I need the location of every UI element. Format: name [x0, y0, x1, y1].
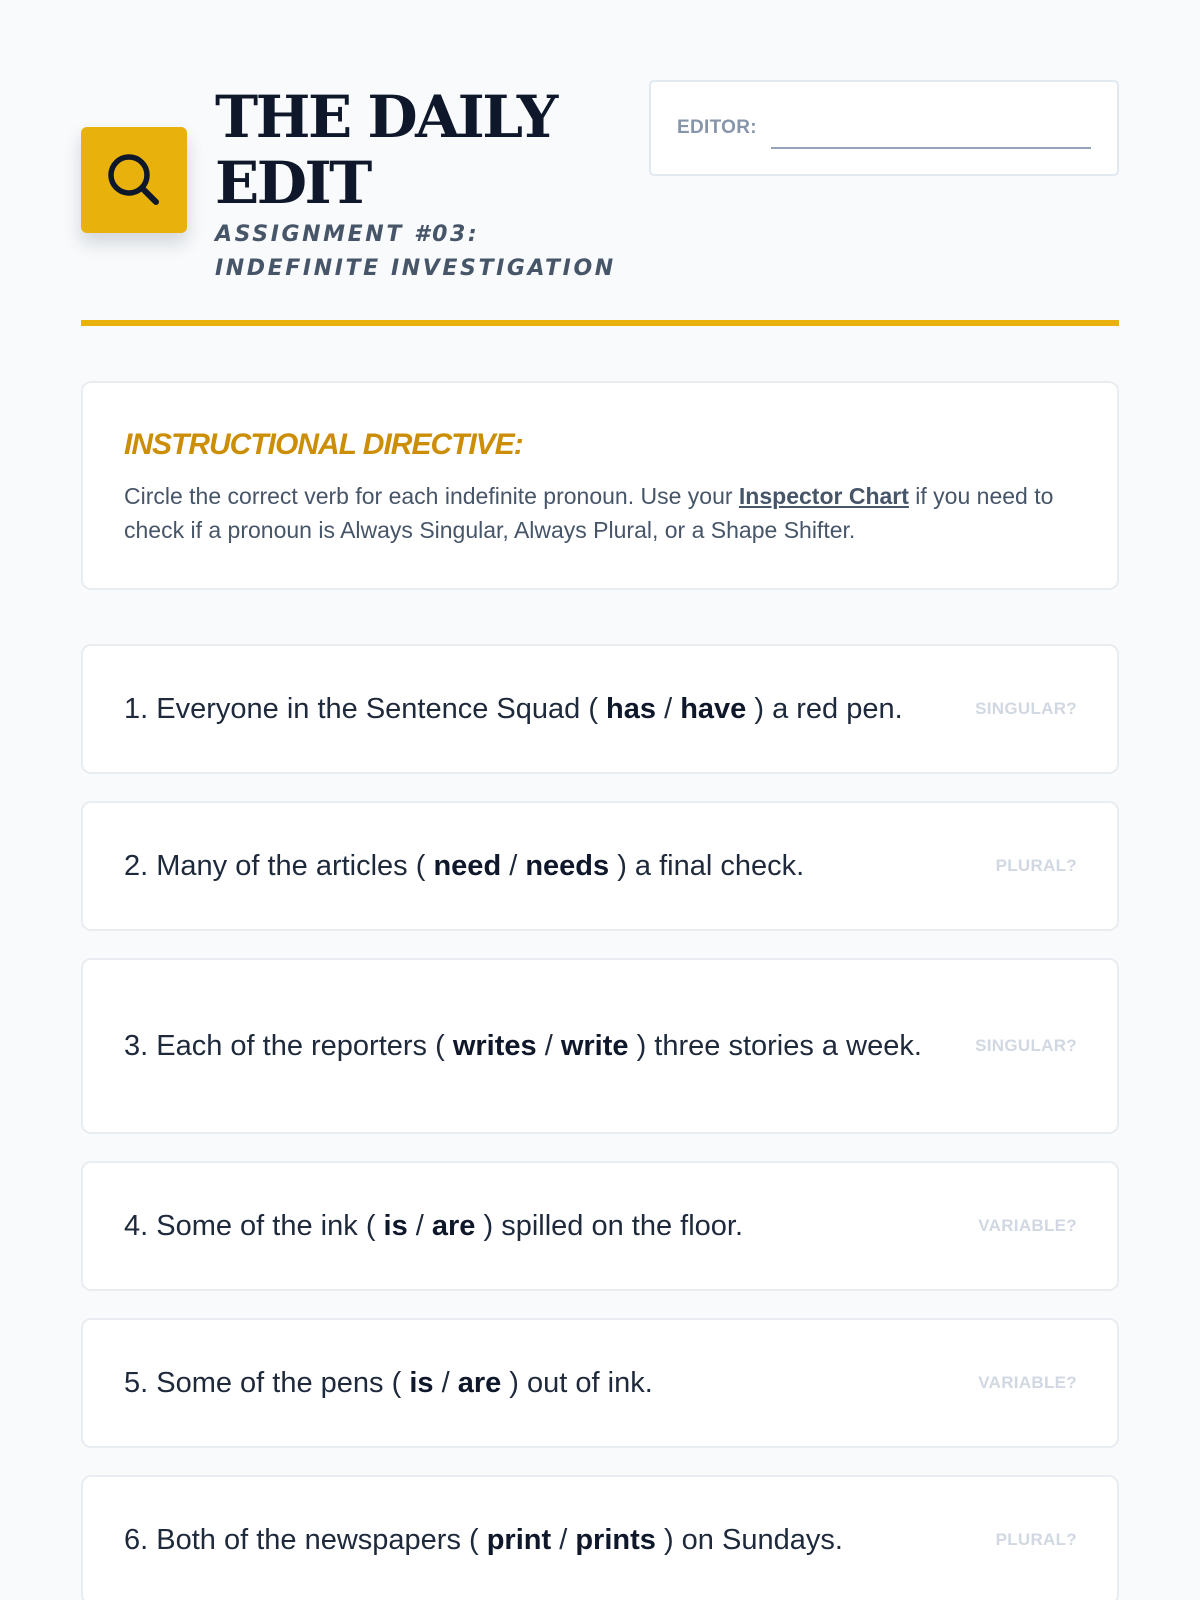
choice-separator: /	[536, 1029, 561, 1062]
close-paren: )	[609, 849, 627, 882]
verb-choice-a[interactable]: writes	[452, 1029, 537, 1062]
open-paren: (	[588, 692, 607, 725]
instructions-heading: INSTRUCTIONAL DIRECTIVE:	[124, 428, 523, 461]
number-hint: SINGULAR?	[975, 699, 1077, 718]
sentence-text-end: a red pen.	[764, 692, 903, 725]
choice-separator: /	[433, 1366, 458, 1399]
sentence-text: 4. Some of the ink	[124, 1209, 366, 1242]
verb-choice-b[interactable]: write	[560, 1029, 629, 1062]
sentence-text: 2. Many of the articles	[124, 849, 416, 882]
choice-separator: /	[656, 692, 681, 725]
open-paren: (	[391, 1366, 410, 1399]
instructions-text	[124, 479, 1077, 547]
verb-choice-a[interactable]: is	[383, 1209, 408, 1242]
verb-choice-b[interactable]: needs	[525, 849, 610, 882]
sentence-text: 1. Everyone in the Sentence Squad	[124, 692, 589, 725]
sentence-text: 6. Both of the newspapers	[124, 1523, 469, 1556]
number-hint: VARIABLE?	[978, 1216, 1077, 1235]
open-paren: (	[415, 849, 434, 882]
header-divider	[81, 320, 1119, 326]
sentence-text-end: out of ink.	[518, 1366, 653, 1399]
sentence-text-end: three stories a week.	[646, 1029, 922, 1062]
assignment-subtitle: ASSIGNMENT #03: INDEFINITE INVESTIGATION	[215, 222, 616, 281]
exercise-sentence	[124, 1360, 978, 1407]
exercise-item	[81, 801, 1119, 931]
instructions-text-after: if you need to check if a pronoun is Always Singular, Always Plural, or a Shape Shifter.	[124, 483, 1054, 543]
close-paren: )	[475, 1209, 494, 1242]
header	[81, 0, 1119, 330]
exercise-list	[81, 644, 1119, 1600]
close-paren: )	[501, 1366, 519, 1399]
open-paren: (	[435, 1029, 453, 1062]
close-paren: )	[746, 692, 765, 725]
close-paren: )	[628, 1029, 647, 1062]
title-block	[215, 84, 655, 286]
verb-choice-b[interactable]: prints	[575, 1523, 656, 1556]
exercise-item	[81, 1161, 1119, 1291]
sentence-text-end: a final check.	[626, 849, 805, 882]
exercise-sentence	[124, 1203, 978, 1250]
choice-separator: /	[501, 849, 526, 882]
sentence-text: 3. Each of the reporters	[124, 1029, 436, 1062]
exercise-sentence	[124, 843, 996, 890]
editor-field-box	[649, 80, 1119, 176]
magnifying-glass-icon	[104, 150, 164, 210]
choice-separator: /	[551, 1523, 576, 1556]
sentence-text-end: spilled on the floor.	[493, 1209, 744, 1242]
page-title: THE DAILY EDIT	[215, 83, 556, 217]
instructions-text-before: Circle the correct verb for each indefinite pronoun. Use your	[124, 483, 739, 509]
inspector-chart-link[interactable]: Inspector Chart	[738, 483, 909, 509]
exercise-item	[81, 1318, 1119, 1448]
verb-choice-b[interactable]: are	[431, 1209, 476, 1242]
number-hint: SINGULAR?	[975, 1036, 1077, 1055]
exercise-sentence	[124, 686, 975, 733]
instructions-card	[81, 381, 1119, 590]
editor-label: EDITOR:	[677, 117, 757, 138]
open-paren: (	[365, 1209, 384, 1242]
choice-separator: /	[407, 1209, 432, 1242]
number-hint: VARIABLE?	[978, 1373, 1077, 1392]
exercise-sentence	[124, 1023, 975, 1070]
verb-choice-a[interactable]: print	[486, 1523, 552, 1556]
exercise-sentence	[124, 1517, 996, 1564]
editor-name-input[interactable]	[771, 115, 1091, 149]
exercise-item	[81, 958, 1119, 1134]
sentence-text-end: on Sundays.	[673, 1523, 843, 1556]
number-hint: PLURAL?	[995, 856, 1077, 875]
verb-choice-a[interactable]: need	[433, 849, 502, 882]
close-paren: )	[655, 1523, 674, 1556]
open-paren: (	[469, 1523, 487, 1556]
exercise-item	[81, 1475, 1119, 1600]
logo-badge	[81, 127, 187, 233]
verb-choice-b[interactable]: have	[680, 692, 747, 725]
verb-choice-b[interactable]: are	[457, 1366, 502, 1399]
exercise-item	[81, 644, 1119, 774]
verb-choice-a[interactable]: is	[409, 1366, 434, 1399]
sentence-text: 5. Some of the pens	[124, 1366, 392, 1399]
number-hint: PLURAL?	[995, 1530, 1077, 1549]
verb-choice-a[interactable]: has	[606, 692, 657, 725]
